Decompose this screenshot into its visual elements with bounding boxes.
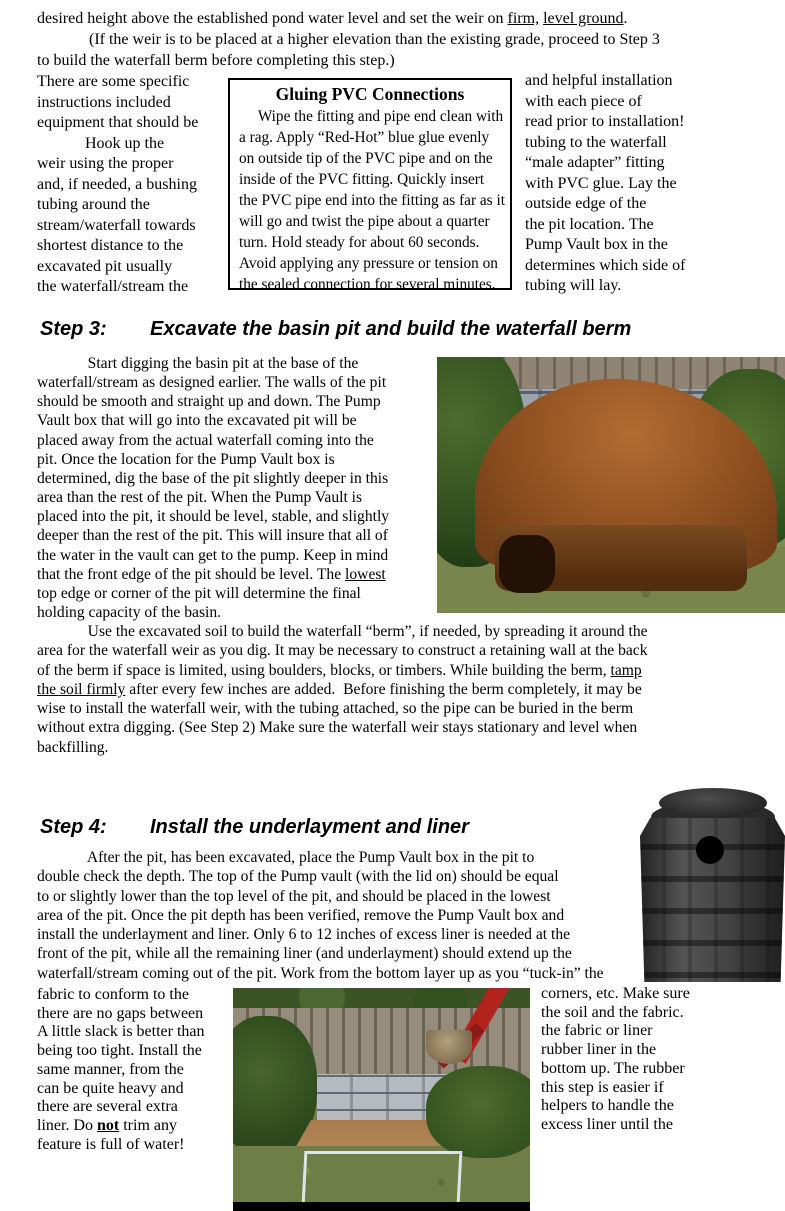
bottom-left-column: fabric to conform to the there are no gaps between A little slack is better than being too tight. Install the same manner, from the can be quite heavy and there are several extra liner. Do not trim any feature is full of water! [37, 986, 205, 1153]
berm-paragraph: Use the excavated soil to build the waterfall “berm”, if needed, by spreading it around the area for the waterfall weir as you dig. It may be necessary to construct a retaining wall at the back of the berm if space is limited, using boulders, blocks, or timbers. While building the berm, tamp the soil firmly after every few inches are added. Before finishing the berm completely, it may be wise to install the waterfall weir, with the tubing attached, so the pipe can be buried in the berm without extra digging. (See Step 2) Make sure the waterfall weir stays stationary and level when backfilling. [37, 623, 648, 756]
photo-excavator-bucket [426, 1030, 472, 1064]
step3-heading [40, 318, 780, 341]
step3-body-paragraph: Start digging the basin pit at the base of the waterfall/stream as designed earlier. The walls of the pit should be smooth and straight up and down. The Pump Vault box that will go into the excavated pit will be placed away from the actual waterfall coming into the pit. Once the location for the Pump Vault box is determined, dig the base of the pit slightly deeper in this area than the rest of the pit. When the Pump Vault is placed into the pit, it should be level, stable, and slightly deeper than the rest of the pit. This will insure that all of the water in the vault can get to the pump. Keep in mind that the front edge of the pit should be level. The lowest top edge or corner of the pit will determine the final holding capacity of the basin. [37, 355, 390, 622]
pvc-gluing-sidebar-box [228, 78, 512, 293]
intro-left-column: There are some specific instructions included equipment that should be Hook up the weir using the proper and, if needed, a bushing tubing around the stream/waterfall towards shortest distance to the excavated pit usually the waterfall/stream the [37, 73, 199, 295]
step3-heading-label: Step 3: [40, 318, 107, 340]
step4-heading [40, 816, 640, 839]
vault-lid [659, 788, 767, 818]
bottom-right-column: corners, etc. Make sure the soil and the fabric. the fabric or liner rubber liner in the bottom up. The rubber this step is easier if helpers to handle the excess liner until the [541, 985, 690, 1133]
pvc-box-title: Gluing PVC Connections [275, 84, 465, 104]
block-wall-and-marked-pit-photo [233, 988, 530, 1211]
photo-pit-deep-corner [499, 535, 555, 593]
pvc-box-body: Wipe the fitting and pipe end clean with a rag. Apply “Red-Hot” blue glue evenly on outside tip of the PVC pipe and on the inside of the PVC fitting. Quickly insert the PVC pipe end into the fitting as far as it will go and twist the pipe about a quarter turn. Hold steady for about 60 seconds. Avoid applying any pressure or tension on the sealed connection for several minutes. [239, 108, 505, 293]
step4-heading-label: Step 4: [40, 816, 107, 838]
photo-bush-right [426, 1066, 530, 1158]
top-paragraph: desired height above the established pond water level and set the weir on firm, level ground. (If the weir is to be placed at a higher elevation than the existing grade, proceed to Step 3 to build the waterfall berm before completing this step.) [37, 10, 660, 69]
photo-painted-pit-outline [302, 1151, 463, 1205]
step3-heading-title: Excavate the basin pit and build the waterfall berm [150, 318, 632, 340]
step4-body-paragraph: After the pit, has been excavated, place the Pump Vault box in the pit to double check the depth. The top of the Pump vault (with the lid on) should be equal to or slightly lower than the top level of the pit, and should be placed in the lowest area of the pit. Once the pit depth has been verified, remove the Pump Vault box and install the underlayment and liner. Only 6 to 12 inches of excess liner is needed at the front of the pit, while all the remaining liner (and underlayment) should extend up the waterfall/stream coming out of the pit. Work from the bottom layer up as you “tuck-in” the [37, 849, 604, 982]
intro-right-column: and helpful installation with each piece of read prior to installation! tubing to the waterfall “male adapter” fitting with PVC glue. Lay the outside edge of the the pit location. The Pump Vault box in the determines which side of tubing will lay. [525, 72, 686, 294]
photo-bottom-bar [233, 1202, 530, 1211]
step4-heading-title: Install the underlayment and liner [150, 816, 469, 838]
excavated-basin-pit-photo [437, 357, 785, 613]
